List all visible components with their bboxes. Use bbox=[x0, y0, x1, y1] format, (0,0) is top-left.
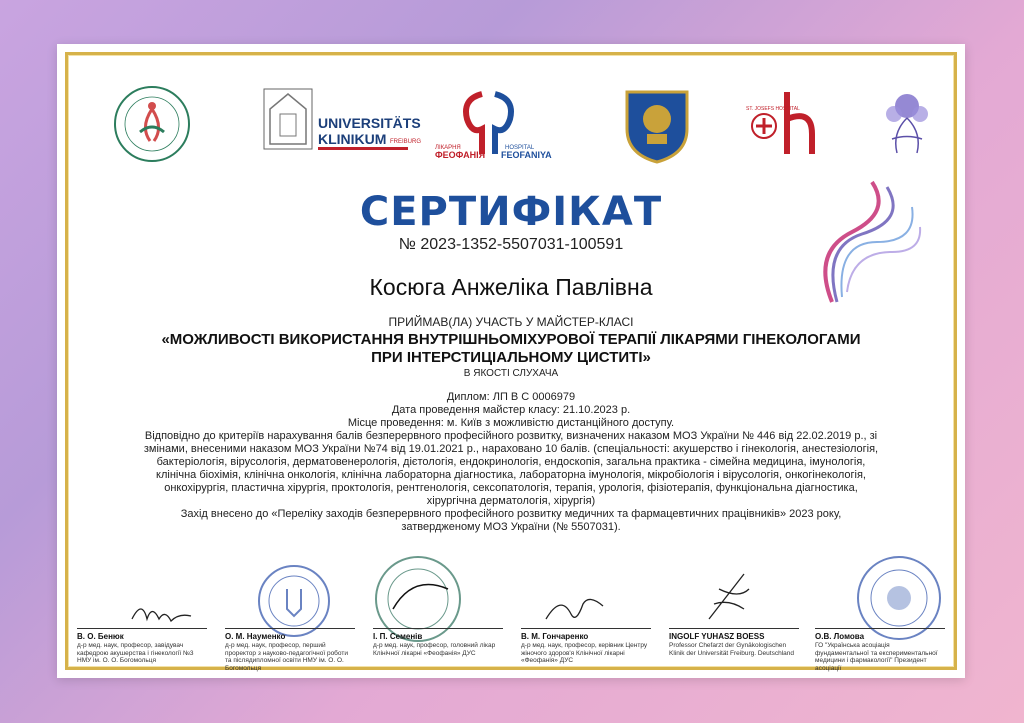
signatory-title: Professor Chefarzt der Gynäkologischen Klinik der Universität Freiburg. Deutschland bbox=[669, 642, 794, 657]
svg-text:ЛІКАРНЯ: ЛІКАРНЯ bbox=[435, 145, 461, 151]
signature-block bbox=[669, 564, 799, 674]
registry-line2: затвердженому МОЗ України (№ 5507031). bbox=[401, 521, 621, 533]
participation-text: ПРИЙМАВ(ЛА) УЧАСТЬ У МАЙСТЕР-КЛАСІ bbox=[388, 315, 634, 329]
signatory-name: INGOLF YUHASZ BOESS bbox=[669, 632, 765, 641]
signatory-name: В. М. Гончаренко bbox=[521, 632, 589, 641]
signatory-title: д-р мед. наук, професор, перший проректор з науково-педагогічної роботи та післядипломної освіти НМУ ім. О. О. Богомольця bbox=[225, 642, 348, 672]
signatory-name: О.В. Ломова bbox=[815, 632, 865, 641]
signature-block bbox=[521, 564, 651, 674]
svg-text:FREIBURG: FREIBURG bbox=[390, 139, 422, 145]
universitatsklinikum-freiburg-logo bbox=[262, 84, 422, 164]
signature-block bbox=[373, 564, 503, 674]
course-title-line2: ПРИ ІНТЕРСТИЦІАЛЬНОМУ ЦИСТИТІ» bbox=[371, 349, 651, 366]
certificate-title: СЕРТИФІКАТ bbox=[359, 189, 663, 235]
signatory-title: д-р мед. наук, професор, керівник Центру жіночого здоров'я Клінічної лікарні «Феофанія» ДУС bbox=[521, 642, 648, 664]
signatory-title: д-р мед. наук, професор, завідувач кафедрою акушерства і гінекології №3 НМУ ім. О. О. Богомольця bbox=[77, 642, 194, 664]
criteria-line5: онкохірургія, пластична хірургія, проктологія, рентгенологія, сексопатологія, терапія, урологія, фізіотерапія, функціональна діагностика, bbox=[164, 482, 858, 494]
signatory-name: В. О. Бенюк bbox=[77, 632, 124, 641]
criteria-line3: бактеріологія, вірусологія, дерматовенерологія, дієтологія, ендокринологія, ендоскопія, загальна практика - сімейна медицина, імунологія, bbox=[156, 456, 866, 468]
signature-block bbox=[77, 564, 207, 674]
svg-text:HOSPITAL: HOSPITAL bbox=[505, 145, 535, 151]
course-title-line1: «МОЖЛИВОСТІ ВИКОРИСТАННЯ ВНУТРІШНЬОМІХУРОВОЇ ТЕРАПІЇ ЛІКАРЯМИ ГІНЕКОЛОГАМИ bbox=[161, 331, 861, 348]
st-josefs-hospital-logo bbox=[742, 84, 822, 164]
signature-mark bbox=[127, 594, 197, 629]
logos-row bbox=[97, 84, 937, 174]
flower-emblem-logo bbox=[872, 84, 942, 164]
svg-text:KLINIKUM: KLINIKUM bbox=[318, 131, 387, 147]
stamp-seal bbox=[373, 554, 463, 644]
registry-line1: Захід внесено до «Переліку заходів безперервного професійного розвитку медичних та фармацевтичних працівників» 2023 року, bbox=[180, 508, 842, 520]
feofania-hospital-logo bbox=[427, 84, 557, 164]
signature-mark bbox=[699, 569, 759, 624]
recipient-name: Косюга Анжеліка Павлівна bbox=[369, 274, 653, 300]
signatory-title: д-р мед. наук, професор, головний лікар Клінічної лікарні «Феофанія» ДУС bbox=[373, 642, 496, 657]
certificate-number: № 2023-1352-5507031-100591 bbox=[398, 236, 624, 253]
svg-text:FEOFANIYA: FEOFANIYA bbox=[501, 150, 552, 160]
role-text: В ЯКОСТІ СЛУХАЧА bbox=[463, 368, 559, 379]
signatory-name: О. М. Науменко bbox=[225, 632, 286, 641]
criteria-line2: змінами, внесеними наказом МОЗ України №74 від 19.01.2021 р., нараховано 10 балів. (спеціальності: акушерство і гінекологія, анестезіологія, bbox=[143, 443, 879, 455]
signature-block bbox=[225, 564, 355, 674]
diploma-number: Диплом: ЛП В С 0006979 bbox=[446, 391, 576, 403]
event-place: Місце проведення: м. Київ з можливістю дистанційного доступу. bbox=[347, 417, 675, 429]
svg-text:UNIVERSITÄTS: UNIVERSITÄTS bbox=[318, 115, 421, 131]
signatory-title: ГО "Українська асоціація фундаментальної та експериментальної медицини і фармакології" Президент асоціації bbox=[815, 642, 938, 672]
university-crest-logo bbox=[617, 84, 697, 164]
criteria-line6: хірургічна дерматологія, хірургія) bbox=[426, 495, 596, 507]
criteria-line4: клінічна біохімія, клінічна онкологія, клінічна лабораторна діагностика, лабораторна імунологія, мікробіологія і вірусологія, онкогінекологія, bbox=[156, 469, 866, 481]
certificate bbox=[57, 44, 965, 678]
signature-block bbox=[815, 564, 945, 674]
svg-text:ST. JOSEFS HOSPITAL: ST. JOSEFS HOSPITAL bbox=[746, 106, 800, 112]
event-date: Дата проведення майстер класу: 21.10.2023 р. bbox=[391, 404, 631, 416]
svg-text:ФЕОФАНІЯ: ФЕОФАНІЯ bbox=[435, 150, 486, 160]
gynecology-association-logo bbox=[112, 84, 192, 164]
criteria-line1: Відповідно до критеріїв нарахування балів безперервного професійного розвитку, визначених наказом МОЗ України № 446 від 22.02.2019 р., зі bbox=[144, 430, 878, 442]
signature-mark bbox=[541, 589, 611, 629]
signatory-name: І. П. Семенів bbox=[373, 632, 423, 641]
signatures-row bbox=[77, 564, 945, 674]
